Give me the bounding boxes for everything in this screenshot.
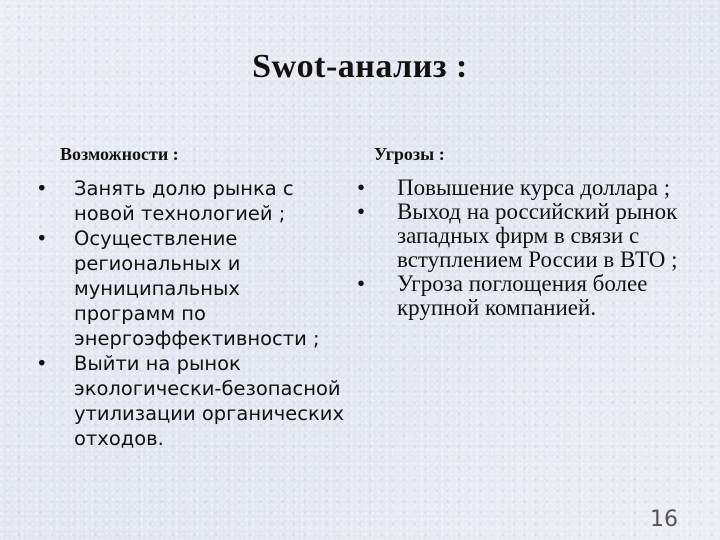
- slide-title: Swot-анализ :: [252, 48, 468, 85]
- list-item-text: Выход на российский рынок западных фирм в связи с вступлением России в ВТО ;: [397, 199, 678, 272]
- bullet-icon: •: [357, 199, 366, 224]
- list-item-text: Угроза поглощения более крупной компанией.: [397, 271, 648, 320]
- list-item-text: Осуществление региональных и муниципальных программ по энергоэффективности ;: [74, 227, 320, 350]
- list-item: [36, 176, 346, 226]
- bullet-icon: •: [357, 271, 366, 296]
- list-item: [36, 226, 346, 351]
- list-item: [357, 272, 707, 320]
- list-item: [36, 351, 346, 451]
- list-item-text: Занять долю рынка с новой технологией ;: [74, 177, 294, 225]
- threats-list: [357, 176, 707, 320]
- list-item-text: Выйти на рынок экологически-безопасной утилизации органических отходов.: [74, 352, 345, 450]
- bullet-icon: •: [357, 175, 366, 200]
- list-item: [357, 200, 707, 272]
- opportunities-heading: Возможности :: [60, 144, 179, 164]
- threats-heading: Угрозы :: [374, 144, 445, 164]
- bullet-icon: •: [36, 352, 48, 375]
- list-item: [357, 176, 707, 200]
- bullet-icon: •: [36, 227, 48, 250]
- list-item-text: Повышение курса доллара ;: [397, 175, 671, 200]
- bullet-icon: •: [36, 177, 48, 200]
- opportunities-list: [36, 176, 346, 451]
- page-number: 16: [650, 507, 678, 532]
